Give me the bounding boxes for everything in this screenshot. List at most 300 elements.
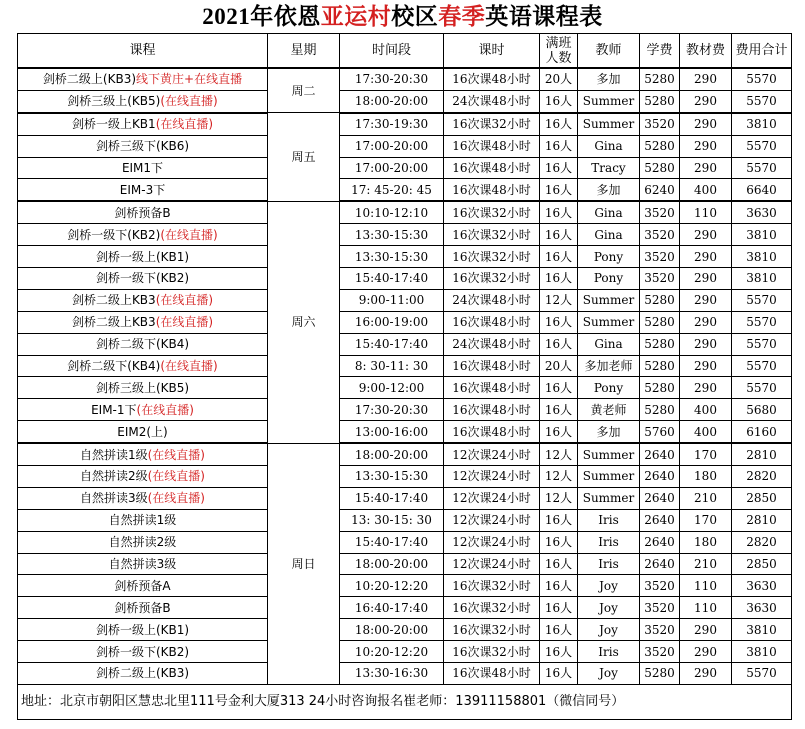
course-name: 剑桥二级上KB3 xyxy=(71,293,156,308)
header-course: 课程 xyxy=(18,34,268,69)
table-row xyxy=(18,113,792,135)
time-cell: 17:30-20:30 xyxy=(340,399,444,421)
hours-cell: 16次课32小时 xyxy=(444,597,540,619)
tuition-cell: 5280 xyxy=(640,333,680,355)
hours-cell: 16次课48小时 xyxy=(444,355,540,377)
table-row xyxy=(18,443,792,465)
hours-cell: 16次课48小时 xyxy=(444,157,540,179)
tuition-cell: 3520 xyxy=(640,224,680,246)
tuition-cell: 3520 xyxy=(640,641,680,663)
total-cell: 5570 xyxy=(732,90,792,112)
hours-cell: 24次课48小时 xyxy=(444,289,540,311)
material-fee-cell: 180 xyxy=(680,531,732,553)
course-name: 自然拼读1级 xyxy=(79,447,148,462)
tuition-cell: 2640 xyxy=(640,487,680,509)
course-cell xyxy=(18,113,268,135)
material-fee-cell: 290 xyxy=(680,224,732,246)
footer-contact: 地址：北京市朝阳区慧忠北里111号金利大厦313 24小时咨询报名崔老师：13911158801（微信同号） xyxy=(18,684,792,719)
course-cell xyxy=(18,553,268,575)
teacher-cell: Gina xyxy=(578,333,640,355)
course-cell xyxy=(18,377,268,399)
total-cell: 3810 xyxy=(732,268,792,290)
tuition-cell: 3520 xyxy=(640,597,680,619)
table-row xyxy=(18,597,792,619)
size-cell: 16人 xyxy=(540,113,578,135)
header-tuition: 学费 xyxy=(640,34,680,69)
live-badge: (在线直播) xyxy=(160,359,218,374)
teacher-cell: Iris xyxy=(578,509,640,531)
total-cell: 2850 xyxy=(732,487,792,509)
time-cell: 9:00-11:00 xyxy=(340,289,444,311)
table-row xyxy=(18,509,792,531)
course-name: 剑桥二级上(KB3) xyxy=(95,666,190,681)
course-name: 自然拼读2级 xyxy=(79,469,148,484)
course-cell xyxy=(18,355,268,377)
tuition-cell: 5280 xyxy=(640,311,680,333)
material-fee-cell: 290 xyxy=(680,377,732,399)
table-row xyxy=(18,641,792,663)
header-row xyxy=(18,34,792,69)
material-fee-cell: 290 xyxy=(680,113,732,135)
total-cell: 2810 xyxy=(732,443,792,465)
total-cell: 3810 xyxy=(732,246,792,268)
title-season: 春季 xyxy=(438,4,486,29)
material-fee-cell: 180 xyxy=(680,466,732,488)
time-cell: 13: 30-15: 30 xyxy=(340,509,444,531)
course-name: EIM-1下 xyxy=(91,402,137,417)
course-name: 剑桥一级下(KB2) xyxy=(67,227,161,242)
time-cell: 18:00-20:00 xyxy=(340,443,444,465)
hours-cell: 16次课48小时 xyxy=(444,179,540,201)
teacher-cell: Joy xyxy=(578,597,640,619)
teacher-cell: Summer xyxy=(578,113,640,135)
material-fee-cell: 110 xyxy=(680,575,732,597)
course-name: 剑桥一级上(KB1) xyxy=(95,622,190,637)
tuition-cell: 5280 xyxy=(640,355,680,377)
course-name: 剑桥二级下(KB4) xyxy=(67,359,161,374)
title-suffix: 英语课程表 xyxy=(485,4,603,29)
course-name: 剑桥三级下(KB6) xyxy=(95,139,190,154)
teacher-cell: 黄老师 xyxy=(578,399,640,421)
total-cell: 3630 xyxy=(732,597,792,619)
header-material-fee: 教材费 xyxy=(680,34,732,69)
live-badge: (在线直播) xyxy=(136,402,194,417)
table-row xyxy=(18,466,792,488)
weekday-cell: 周五 xyxy=(268,113,340,202)
size-cell: 16人 xyxy=(540,157,578,179)
table-row xyxy=(18,157,792,179)
total-cell: 2850 xyxy=(732,553,792,575)
course-name: 剑桥一级上(KB1) xyxy=(95,249,190,264)
table-row xyxy=(18,311,792,333)
material-fee-cell: 290 xyxy=(680,355,732,377)
teacher-cell: Pony xyxy=(578,377,640,399)
tuition-cell: 6240 xyxy=(640,179,680,201)
hours-cell: 16次课32小时 xyxy=(444,641,540,663)
tuition-cell: 3520 xyxy=(640,268,680,290)
hours-cell: 12次课24小时 xyxy=(444,509,540,531)
hours-cell: 16次课48小时 xyxy=(444,311,540,333)
time-cell: 17:00-20:00 xyxy=(340,157,444,179)
course-name: 剑桥一级下(KB2) xyxy=(95,644,190,659)
total-cell: 3630 xyxy=(732,575,792,597)
title-campus: 亚运村 xyxy=(320,4,392,29)
live-badge: 线下黄庄+在线直播 xyxy=(136,72,243,87)
course-cell xyxy=(18,597,268,619)
size-cell: 16人 xyxy=(540,179,578,201)
size-cell: 16人 xyxy=(540,311,578,333)
live-badge: (在线直播) xyxy=(160,94,218,109)
weekday-cell: 周日 xyxy=(268,443,340,684)
table-row xyxy=(18,68,792,90)
material-fee-cell: 400 xyxy=(680,399,732,421)
course-cell xyxy=(18,246,268,268)
teacher-cell: Gina xyxy=(578,201,640,223)
hours-cell: 16次课32小时 xyxy=(444,246,540,268)
tuition-cell: 5280 xyxy=(640,377,680,399)
total-cell: 5570 xyxy=(732,663,792,685)
course-cell xyxy=(18,575,268,597)
total-cell: 3810 xyxy=(732,619,792,641)
hours-cell: 16次课48小时 xyxy=(444,377,540,399)
course-name: EIM1下 xyxy=(121,161,164,175)
live-badge: (在线直播) xyxy=(160,227,218,242)
teacher-cell: Iris xyxy=(578,553,640,575)
time-cell: 10:10-12:10 xyxy=(340,201,444,223)
total-cell: 5570 xyxy=(732,355,792,377)
material-fee-cell: 400 xyxy=(680,179,732,201)
size-cell: 16人 xyxy=(540,597,578,619)
tuition-cell: 5280 xyxy=(640,90,680,112)
material-fee-cell: 290 xyxy=(680,68,732,90)
teacher-cell: Joy xyxy=(578,619,640,641)
time-cell: 13:30-16:30 xyxy=(340,663,444,685)
time-cell: 10:20-12:20 xyxy=(340,575,444,597)
course-name: 剑桥预备B xyxy=(114,205,171,220)
size-cell: 16人 xyxy=(540,641,578,663)
material-fee-cell: 290 xyxy=(680,311,732,333)
material-fee-cell: 110 xyxy=(680,597,732,619)
course-name: EIM-3下 xyxy=(119,182,166,197)
hours-cell: 12次课24小时 xyxy=(444,487,540,509)
time-cell: 18:00-20:00 xyxy=(340,553,444,575)
table-row xyxy=(18,553,792,575)
weekday-cell: 周六 xyxy=(268,201,340,443)
time-cell: 17:00-20:00 xyxy=(340,135,444,157)
hours-cell: 16次课32小时 xyxy=(444,224,540,246)
teacher-cell: Joy xyxy=(578,575,640,597)
table-row xyxy=(18,355,792,377)
size-cell: 16人 xyxy=(540,201,578,223)
table-row xyxy=(18,224,792,246)
course-cell xyxy=(18,399,268,421)
size-cell: 16人 xyxy=(540,377,578,399)
size-cell: 16人 xyxy=(540,399,578,421)
total-cell: 5570 xyxy=(732,68,792,90)
time-cell: 15:40-17:40 xyxy=(340,487,444,509)
material-fee-cell: 290 xyxy=(680,663,732,685)
header-time: 时间段 xyxy=(340,34,444,69)
table-row xyxy=(18,377,792,399)
live-badge: (在线直播) xyxy=(147,491,205,506)
total-cell: 5570 xyxy=(732,311,792,333)
tuition-cell: 5280 xyxy=(640,135,680,157)
live-badge: (在线直播) xyxy=(155,117,214,132)
table-row xyxy=(18,575,792,597)
course-cell xyxy=(18,224,268,246)
material-fee-cell: 210 xyxy=(680,553,732,575)
live-badge: (在线直播) xyxy=(155,315,214,330)
table-row xyxy=(18,421,792,443)
course-cell xyxy=(18,663,268,685)
schedule-table xyxy=(17,33,792,720)
time-cell: 16:00-19:00 xyxy=(340,311,444,333)
total-cell: 3630 xyxy=(732,201,792,223)
course-cell xyxy=(18,289,268,311)
course-cell xyxy=(18,466,268,488)
table-row xyxy=(18,201,792,223)
table-row xyxy=(18,179,792,201)
course-name: 剑桥预备B xyxy=(114,600,171,615)
hours-cell: 12次课24小时 xyxy=(444,553,540,575)
tuition-cell: 3520 xyxy=(640,201,680,223)
time-cell: 17:30-20:30 xyxy=(340,68,444,90)
material-fee-cell: 290 xyxy=(680,157,732,179)
total-cell: 5570 xyxy=(732,333,792,355)
course-name: 自然拼读1级 xyxy=(108,513,177,528)
course-cell xyxy=(18,443,268,465)
time-cell: 17:30-19:30 xyxy=(340,113,444,135)
table-row xyxy=(18,289,792,311)
hours-cell: 16次课48小时 xyxy=(444,135,540,157)
size-cell: 16人 xyxy=(540,333,578,355)
time-cell: 10:20-12:20 xyxy=(340,641,444,663)
tuition-cell: 5760 xyxy=(640,421,680,443)
course-cell xyxy=(18,531,268,553)
hours-cell: 24次课48小时 xyxy=(444,90,540,112)
size-cell: 16人 xyxy=(540,268,578,290)
total-cell: 5570 xyxy=(732,135,792,157)
hours-cell: 12次课24小时 xyxy=(444,531,540,553)
table-row xyxy=(18,399,792,421)
teacher-cell: Summer xyxy=(578,487,640,509)
size-cell: 16人 xyxy=(540,619,578,641)
teacher-cell: 多加 xyxy=(578,421,640,443)
course-cell xyxy=(18,268,268,290)
live-badge: (在线直播) xyxy=(147,469,205,484)
table-row xyxy=(18,90,792,112)
schedule-body xyxy=(18,68,792,684)
table-row xyxy=(18,619,792,641)
size-cell: 12人 xyxy=(540,289,578,311)
time-cell: 18:00-20:00 xyxy=(340,619,444,641)
time-cell: 16:40-17:40 xyxy=(340,597,444,619)
teacher-cell: Summer xyxy=(578,90,640,112)
hours-cell: 16次课48小时 xyxy=(444,663,540,685)
course-cell xyxy=(18,201,268,223)
hours-cell: 16次课48小时 xyxy=(444,421,540,443)
hours-cell: 16次课32小时 xyxy=(444,575,540,597)
tuition-cell: 5280 xyxy=(640,157,680,179)
material-fee-cell: 290 xyxy=(680,246,732,268)
size-cell: 16人 xyxy=(540,246,578,268)
course-cell xyxy=(18,641,268,663)
hours-cell: 16次课32小时 xyxy=(444,619,540,641)
teacher-cell: Summer xyxy=(578,466,640,488)
total-cell: 6640 xyxy=(732,179,792,201)
size-cell: 16人 xyxy=(540,575,578,597)
course-name: 自然拼读3级 xyxy=(108,557,177,572)
size-cell: 16人 xyxy=(540,553,578,575)
teacher-cell: Tracy xyxy=(578,157,640,179)
size-cell: 12人 xyxy=(540,466,578,488)
course-cell xyxy=(18,333,268,355)
course-cell xyxy=(18,487,268,509)
time-cell: 13:30-15:30 xyxy=(340,224,444,246)
hours-cell: 12次课24小时 xyxy=(444,466,540,488)
tuition-cell: 2640 xyxy=(640,443,680,465)
total-cell: 2820 xyxy=(732,466,792,488)
table-row xyxy=(18,663,792,685)
course-name: 剑桥三级上(KB5) xyxy=(67,94,161,109)
size-cell: 20人 xyxy=(540,68,578,90)
teacher-cell: 多加 xyxy=(578,179,640,201)
material-fee-cell: 290 xyxy=(680,289,732,311)
teacher-cell: Joy xyxy=(578,663,640,685)
tuition-cell: 3520 xyxy=(640,619,680,641)
total-cell: 3810 xyxy=(732,113,792,135)
hours-cell: 16次课32小时 xyxy=(444,201,540,223)
teacher-cell: Summer xyxy=(578,311,640,333)
course-cell xyxy=(18,421,268,443)
course-cell xyxy=(18,135,268,157)
hours-cell: 16次课32小时 xyxy=(444,113,540,135)
size-cell: 16人 xyxy=(540,135,578,157)
header-teacher: 教师 xyxy=(578,34,640,69)
course-name: 剑桥二级下(KB4) xyxy=(95,337,190,352)
size-cell: 16人 xyxy=(540,224,578,246)
tuition-cell: 5280 xyxy=(640,289,680,311)
table-row xyxy=(18,333,792,355)
course-name: 自然拼读3级 xyxy=(79,491,148,506)
total-cell: 5570 xyxy=(732,289,792,311)
tuition-cell: 5280 xyxy=(640,399,680,421)
size-cell: 16人 xyxy=(540,509,578,531)
course-name: EIM2(上) xyxy=(117,424,168,439)
total-cell: 5570 xyxy=(732,157,792,179)
size-cell: 16人 xyxy=(540,531,578,553)
course-name: 剑桥预备A xyxy=(114,578,171,593)
total-cell: 2810 xyxy=(732,509,792,531)
teacher-cell: Summer xyxy=(578,289,640,311)
tuition-cell: 2640 xyxy=(640,553,680,575)
course-cell xyxy=(18,68,268,90)
header-class-size: 满班人数 xyxy=(540,34,578,69)
total-cell: 5680 xyxy=(732,399,792,421)
title-mid: 校区 xyxy=(391,4,439,29)
hours-cell: 24次课48小时 xyxy=(444,333,540,355)
footer-row xyxy=(18,684,792,719)
material-fee-cell: 290 xyxy=(680,135,732,157)
time-cell: 13:00-16:00 xyxy=(340,421,444,443)
hours-cell: 16次课48小时 xyxy=(444,399,540,421)
course-cell xyxy=(18,90,268,112)
course-cell xyxy=(18,157,268,179)
table-row xyxy=(18,487,792,509)
time-cell: 8: 30-11: 30 xyxy=(340,355,444,377)
total-cell: 3810 xyxy=(732,224,792,246)
material-fee-cell: 170 xyxy=(680,509,732,531)
material-fee-cell: 400 xyxy=(680,421,732,443)
header-day: 星期 xyxy=(268,34,340,69)
time-cell: 15:40-17:40 xyxy=(340,531,444,553)
course-name: 剑桥一级下(KB2) xyxy=(95,271,190,286)
course-cell xyxy=(18,509,268,531)
course-name: 剑桥二级上KB3 xyxy=(71,315,156,330)
time-cell: 18:00-20:00 xyxy=(340,90,444,112)
table-row xyxy=(18,268,792,290)
time-cell: 17: 45-20: 45 xyxy=(340,179,444,201)
teacher-cell: 多加 xyxy=(578,68,640,90)
total-cell: 2820 xyxy=(732,531,792,553)
tuition-cell: 3520 xyxy=(640,113,680,135)
live-badge: (在线直播) xyxy=(147,447,205,462)
weekday-cell: 周二 xyxy=(268,68,340,113)
total-cell: 6160 xyxy=(732,421,792,443)
teacher-cell: Pony xyxy=(578,268,640,290)
size-cell: 12人 xyxy=(540,487,578,509)
table-row xyxy=(18,135,792,157)
time-cell: 13:30-15:30 xyxy=(340,246,444,268)
material-fee-cell: 290 xyxy=(680,619,732,641)
size-cell: 20人 xyxy=(540,355,578,377)
tuition-cell: 2640 xyxy=(640,509,680,531)
title-prefix: 2021年依恩 xyxy=(202,4,321,29)
size-cell: 16人 xyxy=(540,421,578,443)
teacher-cell: Gina xyxy=(578,224,640,246)
teacher-cell: Iris xyxy=(578,531,640,553)
table-row xyxy=(18,531,792,553)
teacher-cell: 多加老师 xyxy=(578,355,640,377)
tuition-cell: 5280 xyxy=(640,68,680,90)
time-cell: 15:40-17:40 xyxy=(340,333,444,355)
tuition-cell: 3520 xyxy=(640,246,680,268)
hours-cell: 16次课48小时 xyxy=(444,68,540,90)
material-fee-cell: 210 xyxy=(680,487,732,509)
teacher-cell: Pony xyxy=(578,246,640,268)
material-fee-cell: 290 xyxy=(680,90,732,112)
course-name: 自然拼读2级 xyxy=(108,535,177,550)
hours-cell: 16次课32小时 xyxy=(444,268,540,290)
course-cell xyxy=(18,179,268,201)
tuition-cell: 3520 xyxy=(640,575,680,597)
tuition-cell: 2640 xyxy=(640,466,680,488)
tuition-cell: 5280 xyxy=(640,663,680,685)
size-cell: 12人 xyxy=(540,443,578,465)
material-fee-cell: 290 xyxy=(680,641,732,663)
course-cell xyxy=(18,619,268,641)
time-cell: 15:40-17:40 xyxy=(340,268,444,290)
material-fee-cell: 110 xyxy=(680,201,732,223)
hours-cell: 12次课24小时 xyxy=(444,443,540,465)
time-cell: 9:00-12:00 xyxy=(340,377,444,399)
header-total: 费用合计 xyxy=(732,34,792,69)
total-cell: 5570 xyxy=(732,377,792,399)
material-fee-cell: 290 xyxy=(680,333,732,355)
page-title xyxy=(0,2,805,32)
time-cell: 13:30-15:30 xyxy=(340,466,444,488)
size-cell: 16人 xyxy=(540,663,578,685)
